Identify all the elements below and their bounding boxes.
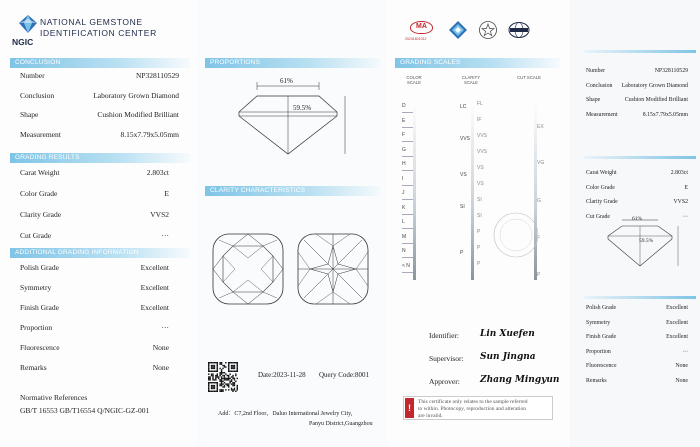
color-grade-tick: I bbox=[402, 175, 404, 182]
field-label: Shape bbox=[586, 97, 601, 103]
query-code bbox=[319, 371, 369, 380]
color-grade-line bbox=[402, 243, 413, 244]
disclaimer-line3: are invalid. bbox=[418, 413, 443, 419]
clarity-group-tick: P bbox=[460, 250, 464, 256]
field-value: VVS2 bbox=[150, 210, 169, 219]
signature-name: Sun Jingna bbox=[480, 352, 536, 362]
org-name-line2: IDENTIFICATION CENTER bbox=[40, 28, 157, 38]
report-date bbox=[258, 371, 306, 380]
signature-role: Supervisor: bbox=[429, 354, 464, 363]
color-grade-tick: N bbox=[402, 248, 406, 254]
signature-role: Approver: bbox=[429, 377, 460, 386]
field-label: Polish Grade bbox=[586, 305, 617, 311]
crown-plot-diagram bbox=[211, 232, 285, 306]
field-value: None bbox=[675, 377, 688, 384]
color-grade-line bbox=[402, 141, 413, 142]
color-grade-tick: L bbox=[402, 219, 405, 225]
field-label: Conclusion bbox=[586, 82, 613, 89]
clarity-grade-tick: VS bbox=[477, 165, 484, 171]
qr-code-icon[interactable] bbox=[208, 362, 238, 392]
panel-scales bbox=[387, 0, 570, 447]
clarity-grade-tick: P bbox=[477, 229, 481, 235]
field-value: E bbox=[164, 189, 169, 198]
field-label: Remarks bbox=[586, 377, 607, 384]
disclaimer-line1: This certificate only relates to the sample referred bbox=[418, 399, 528, 405]
field-value: ··· bbox=[682, 213, 688, 220]
clarity-grade-tick: P bbox=[477, 261, 481, 267]
field-value: None bbox=[152, 343, 169, 352]
field-value: Excellent bbox=[666, 305, 688, 311]
field-value: Excellent bbox=[666, 334, 688, 340]
field-value: 2.803ct bbox=[146, 168, 169, 177]
clarity-grade-tick: P bbox=[477, 245, 481, 251]
card-mid-stripe bbox=[584, 156, 696, 159]
color-grade-tick: G bbox=[402, 146, 406, 153]
field-value: 8.15x7.79x5.05mm bbox=[120, 129, 179, 139]
ngic-diamond-logo-icon bbox=[18, 14, 38, 34]
address-line2: Panyu District,Guangzhou bbox=[309, 421, 373, 427]
cut-grade-tick: EX bbox=[537, 124, 544, 130]
field-label: Finish Grade bbox=[586, 334, 617, 340]
field-value: Excellent bbox=[140, 303, 169, 312]
field-label: Fluorescence bbox=[20, 343, 60, 352]
clarity-grade-tick: FL bbox=[477, 101, 483, 107]
accreditation-star-seal-icon bbox=[478, 20, 498, 40]
accreditation-diamond-icon bbox=[448, 20, 468, 40]
org-name-line1: NATIONAL GEMSTONE bbox=[40, 17, 143, 27]
clarity-scale-bar bbox=[471, 98, 474, 280]
clarity-group-tick: LC bbox=[460, 104, 467, 110]
field-label: Cut Grade bbox=[20, 231, 52, 240]
field-label: Color Grade bbox=[20, 189, 58, 198]
field-value: 8.15x7.79x5.05mm bbox=[642, 111, 688, 118]
field-value: E bbox=[684, 184, 688, 191]
panel-diagrams bbox=[197, 0, 387, 447]
clarity-grade-tick: VVS bbox=[477, 149, 488, 155]
field-label: Proportion bbox=[20, 323, 53, 332]
field-value: Laboratory Grown Diamond bbox=[93, 90, 179, 100]
cut-grade-tick: VG bbox=[537, 160, 545, 166]
field-value: ··· bbox=[161, 231, 169, 240]
field-label: Polish Grade bbox=[20, 263, 59, 272]
grading-results-section-title: GRADING RESULTS bbox=[10, 153, 190, 163]
color-grade-line bbox=[402, 127, 413, 128]
field-value: Excellent bbox=[666, 319, 688, 326]
cma-code: 20231601012 bbox=[405, 37, 427, 41]
field-label: Clarity Grade bbox=[586, 199, 618, 205]
color-grade-tick: E bbox=[402, 117, 406, 124]
color-grade-tick: J bbox=[402, 190, 405, 196]
normative-references-list: GB/T 16553 GB/T16554 Q/NGIC-GZ-001 bbox=[20, 406, 150, 415]
field-label: Measurement bbox=[20, 129, 61, 139]
card-top-stripe bbox=[584, 50, 696, 53]
date-value: 2023-11-28 bbox=[273, 371, 306, 379]
color-grade-line bbox=[402, 272, 413, 273]
color-grade-line bbox=[402, 170, 413, 171]
proportions-section-title: PROPORTIONS bbox=[205, 58, 380, 68]
cut-grade-tick: G bbox=[537, 198, 541, 204]
field-label: Fluorescence bbox=[586, 363, 617, 369]
field-value: ··· bbox=[161, 323, 169, 332]
signature-role: Identifier: bbox=[429, 331, 459, 340]
watermark-stamp-icon bbox=[491, 210, 541, 260]
field-label: Clarity Grade bbox=[20, 210, 62, 219]
cma-badge-icon: MA bbox=[410, 21, 433, 34]
field-value: None bbox=[675, 363, 688, 369]
field-label: Finish Grade bbox=[20, 303, 59, 312]
additional-grading-section-title: ADDITIONAL GRADING INFORMATION bbox=[10, 248, 190, 258]
field-label: Color Grade bbox=[586, 184, 615, 191]
signature-name: Lin Xuefen bbox=[480, 329, 535, 339]
color-grade-line bbox=[402, 156, 413, 157]
color-grade-line bbox=[402, 214, 413, 215]
color-grade-tick: M bbox=[402, 233, 407, 240]
field-label: Carat Weight bbox=[20, 168, 60, 177]
address-label: Add： bbox=[218, 411, 235, 417]
date-label: Date: bbox=[258, 371, 274, 379]
field-label: Proportion bbox=[586, 348, 611, 355]
conclusion-section-title: CONCLUSION bbox=[10, 58, 190, 68]
field-label: Symmetry bbox=[586, 319, 611, 326]
color-grade-tick: H bbox=[402, 161, 406, 167]
clarity-group-tick: VS bbox=[460, 172, 467, 178]
field-label: Shape bbox=[20, 110, 39, 119]
color-scale-title: COLOR SCALE bbox=[406, 75, 422, 85]
card-depth-pct: 59.5% bbox=[639, 238, 654, 244]
clarity-grade-tick: SI bbox=[477, 213, 482, 219]
color-grade-line bbox=[402, 112, 413, 113]
panel-conclusion bbox=[0, 0, 197, 447]
color-grade-tick: D bbox=[402, 103, 406, 109]
clarity-grade-tick: IF bbox=[477, 117, 482, 123]
color-grade-line bbox=[402, 185, 413, 186]
clarity-grade-tick: SI bbox=[477, 197, 482, 203]
field-label: Remarks bbox=[20, 363, 47, 372]
clarity-group-tick: VVS bbox=[460, 136, 471, 142]
field-value: Laboratory Grown Diamond bbox=[621, 82, 688, 89]
grading-scales-section-title: GRADING SCALES bbox=[395, 58, 560, 68]
field-label: Symmetry bbox=[20, 283, 52, 292]
field-value: 2.803ct bbox=[670, 170, 688, 176]
query-value: 8001 bbox=[354, 371, 369, 379]
color-grade-line bbox=[402, 228, 413, 229]
color-grade-line bbox=[402, 257, 413, 258]
panel-summary-card bbox=[570, 0, 700, 447]
cut-grade-tick: P bbox=[537, 272, 541, 278]
field-label: Number bbox=[586, 68, 605, 74]
field-value: Cushion Modified Brilliant bbox=[97, 110, 179, 119]
field-label: Measurement bbox=[586, 111, 618, 118]
clarity-characteristics-section-title: CLARITY CHARACTERISTICS bbox=[205, 186, 380, 196]
field-label: Number bbox=[20, 71, 45, 80]
address-line1 bbox=[218, 410, 352, 419]
clarity-grade-tick: VVS bbox=[477, 133, 488, 139]
field-value: VVS2 bbox=[673, 199, 688, 205]
field-value: NP328110529 bbox=[654, 68, 688, 74]
color-grade-tick: F bbox=[402, 132, 406, 138]
field-value: ··· bbox=[682, 348, 688, 355]
signature-name: Zhang Mingyun bbox=[480, 375, 560, 385]
card-table-pct: 61% bbox=[632, 216, 643, 222]
normative-references-title: Normative References bbox=[20, 393, 88, 402]
org-abbr: NGIC bbox=[12, 37, 34, 47]
disclaimer-box bbox=[403, 396, 553, 420]
field-value: Excellent bbox=[140, 263, 169, 272]
address-value: C7,2nd Floor，Daluo International Jewelry City, bbox=[234, 411, 353, 417]
cut-scale-title: CUT SCALE bbox=[516, 75, 542, 80]
pavilion-plot-diagram bbox=[296, 232, 370, 306]
color-grade-tick: K bbox=[402, 204, 406, 211]
query-label: Query Code: bbox=[319, 371, 355, 379]
field-value: Cushion Modified Brilliant bbox=[624, 97, 688, 103]
color-grade-line bbox=[402, 199, 413, 200]
clarity-scale-title: CLARITY SCALE bbox=[461, 75, 481, 85]
card-bottom-stripe bbox=[584, 296, 696, 299]
field-value: NP328110529 bbox=[135, 71, 179, 80]
color-scale-bar bbox=[413, 98, 416, 280]
proportions-depth-pct: 59.5% bbox=[293, 104, 312, 112]
clarity-grade-tick: VS bbox=[477, 181, 484, 187]
field-value: None bbox=[152, 363, 169, 372]
field-label: Cut Grade bbox=[586, 213, 610, 220]
field-label: Conclusion bbox=[20, 90, 55, 100]
field-value: Excellent bbox=[140, 283, 169, 292]
clarity-group-tick: SI bbox=[460, 204, 465, 210]
field-label: Carat Weight bbox=[586, 170, 617, 176]
color-grade-tick: < N bbox=[402, 262, 410, 269]
proportions-table-pct: 61% bbox=[280, 77, 293, 85]
accreditation-globe-icon bbox=[508, 21, 530, 39]
disclaimer-line2: to within. Photocopy, reproduction and alteration bbox=[418, 406, 526, 412]
cut-grade-tick: F bbox=[537, 235, 541, 241]
warning-icon: ! bbox=[405, 398, 414, 418]
